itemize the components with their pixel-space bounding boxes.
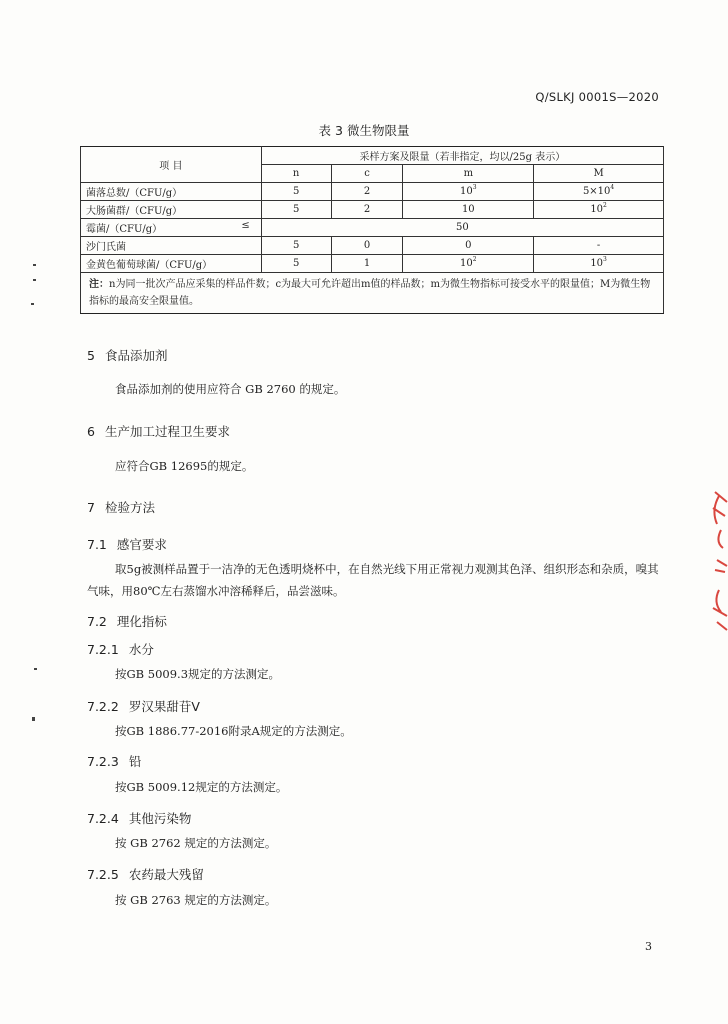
table-row — [81, 255, 664, 273]
table-title: 表 3 微生物限量 — [318, 123, 410, 138]
scan-speck — [33, 264, 36, 266]
item-column-header: 项 目 — [81, 147, 262, 183]
table-note: 注：n为同一批次产品应采集的样品件数；c为最大可允许超出m值的样品数；m为微生物指标可接受水平的限量值；M为微生物指标的最高安全限量值。 — [81, 273, 664, 314]
microbial-limits-table — [80, 146, 664, 314]
subheader-M: M — [534, 165, 664, 183]
row-M: $10^2$ — [534, 201, 664, 219]
table-note-row — [81, 273, 664, 314]
row-c: 2 — [331, 201, 403, 219]
subheader-n: n — [261, 165, 331, 183]
scan-speck — [31, 303, 34, 305]
row-item: 沙门氏菌 — [81, 237, 262, 255]
section-5-text: 食品添加剂的使用应符合 GB 2760 的规定。 — [115, 382, 346, 396]
row-n: 5 — [261, 183, 331, 201]
section-7-2-4-text: 按 GB 2762 规定的方法测定。 — [115, 836, 277, 850]
section-7-1-heading: 7.1 感官要求 — [87, 537, 167, 552]
section-7-2-4-heading: 7.2.4 其他污染物 — [87, 811, 192, 826]
row-n: 5 — [261, 201, 331, 219]
red-stamp-fragment — [705, 490, 728, 640]
section-7-2-1-heading: 7.2.1 水分 — [87, 642, 154, 657]
section-6-text: 应符合GB 12695的规定。 — [115, 459, 254, 473]
table-row — [81, 183, 664, 201]
row-item: 大肠菌群/（CFU/g） — [81, 201, 262, 219]
row-item: 霉菌/（CFU/g） ≤ — [81, 219, 262, 237]
section-7-2-2-heading: 7.2.2 罗汉果甜苷Ⅴ — [87, 699, 200, 714]
section-7-1-text: 取5g被测样品置于一洁净的无色透明烧杯中，在自然光线下用正常视力观测其色泽、组织形态和杂质，嗅其气味，用80℃左右蒸馏水冲溶稀释后，品尝滋味。 — [87, 562, 659, 598]
row-m: $10^3$ — [403, 183, 534, 201]
row-n: 5 — [261, 237, 331, 255]
scan-speck — [34, 668, 37, 670]
row-c: 1 — [331, 255, 403, 273]
mold-limit-value: 50 — [261, 219, 663, 237]
table-row-mold — [81, 219, 664, 237]
section-7-2-1-text: 按GB 5009.3规定的方法测定。 — [115, 667, 281, 681]
row-M: $10^3$ — [534, 255, 664, 273]
section-7-heading: 7 检验方法 — [87, 500, 155, 515]
row-m: 0 — [403, 237, 534, 255]
row-M: - — [534, 237, 664, 255]
row-M: $5\times 10^4$ — [534, 183, 664, 201]
table-header-row — [81, 147, 664, 165]
row-m: 10 — [403, 201, 534, 219]
section-7-2-heading: 7.2 理化指标 — [87, 614, 167, 629]
row-item: 菌落总数/（CFU/g） — [81, 183, 262, 201]
section-7-2-3-text: 按GB 5009.12规定的方法测定。 — [115, 780, 288, 794]
subheader-c: c — [331, 165, 403, 183]
section-7-2-3-heading: 7.2.3 铅 — [87, 754, 142, 769]
row-item: 金黄色葡萄球菌/（CFU/g） — [81, 255, 262, 273]
subheader-m: m — [403, 165, 534, 183]
scan-speck — [32, 717, 35, 721]
section-7-2-5-text: 按 GB 2763 规定的方法测定。 — [115, 893, 277, 907]
table-row — [81, 237, 664, 255]
page-number: 3 — [645, 940, 652, 953]
sampling-plan-header: 采样方案及限量（若非指定，均以/25g 表示） — [261, 147, 663, 165]
section-6-heading: 6 生产加工过程卫生要求 — [87, 424, 230, 439]
section-5-heading: 5 食品添加剂 — [87, 348, 168, 363]
section-7-2-2-text: 按GB 1886.77-2016附录A规定的方法测定。 — [115, 724, 352, 738]
row-m: $10^2$ — [403, 255, 534, 273]
row-n: 5 — [261, 255, 331, 273]
row-c: 0 — [331, 237, 403, 255]
section-7-2-5-heading: 7.2.5 农药最大残留 — [87, 867, 204, 882]
document-code: Q/SLKJ 0001S—2020 — [535, 90, 659, 104]
row-c: 2 — [331, 183, 403, 201]
table-row — [81, 201, 664, 219]
scan-speck — [33, 279, 36, 281]
less-equal-sign: ≤ — [241, 220, 250, 231]
